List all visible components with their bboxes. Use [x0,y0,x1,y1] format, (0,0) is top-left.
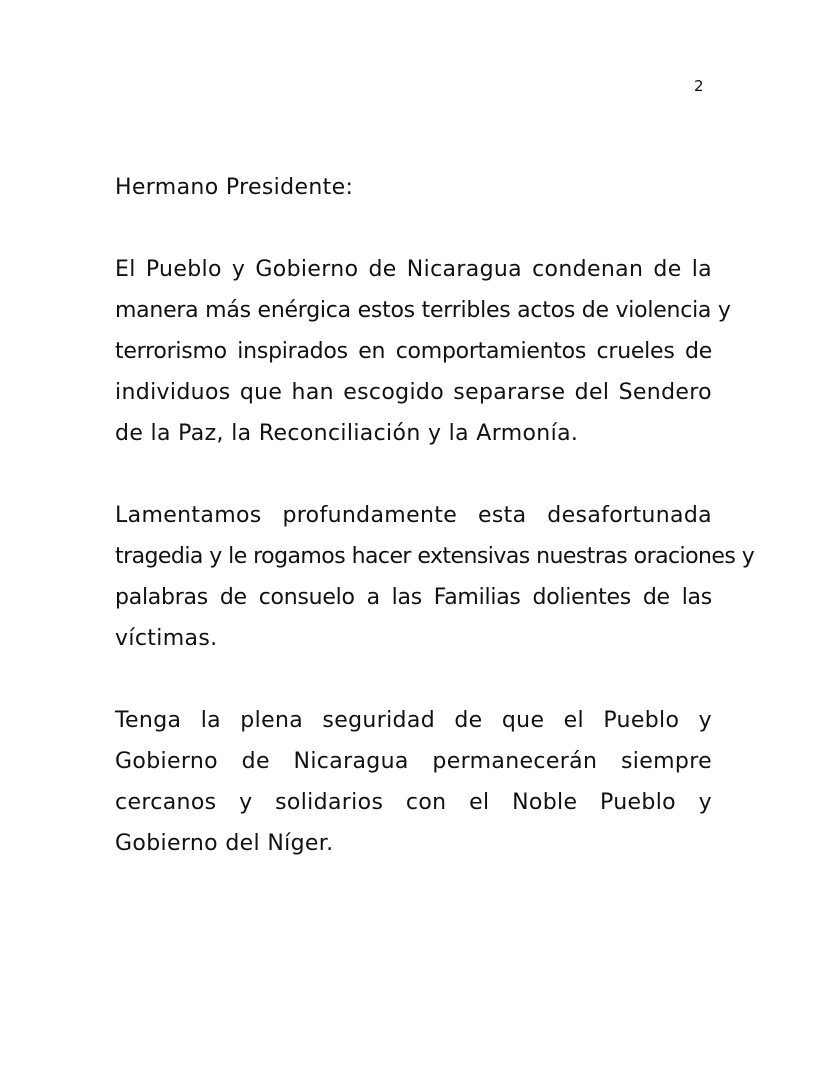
paragraph-line: terrorismo inspirados en comportamientos crueles de [115,339,712,364]
paragraph-line: cercanos y solidarios con el Noble Pueblo y [115,790,712,815]
paragraph-line: Gobierno del Níger. [115,831,334,856]
paragraph-line: palabras de consuelo a las Familias dolientes de las [115,585,712,610]
paragraph-line: víctimas. [115,626,218,651]
paragraph-condolences [115,495,755,659]
paragraph-spacer [115,659,712,700]
paragraph-solidarity [115,700,712,864]
paragraph-condemnation [115,249,731,454]
paragraph-line: Gobierno de Nicaragua permanecerán siempre [115,749,712,774]
salutation: Hermano Presidente: [115,175,354,200]
paragraph-line: manera más enérgica estos terribles actos de violencia y [115,298,731,323]
paragraph-line: tragedia y le rogamos hacer extensivas nuestras oraciones y [115,544,755,569]
page-number: 2 [694,77,704,95]
paragraph-line: de la Paz, la Reconciliación y la Armonía. [115,421,579,446]
paragraph-line: individuos que han escogido separarse del Sendero [115,380,712,405]
paragraph-spacer [115,208,712,249]
letter-body [115,167,755,864]
paragraph-line: Tenga la plena seguridad de que el Pueblo y [115,708,712,733]
paragraph-line: Lamentamos profundamente esta desafortunada [115,503,712,528]
paragraph-line: El Pueblo y Gobierno de Nicaragua condenan de la [115,257,712,282]
paragraph-spacer [115,454,712,495]
